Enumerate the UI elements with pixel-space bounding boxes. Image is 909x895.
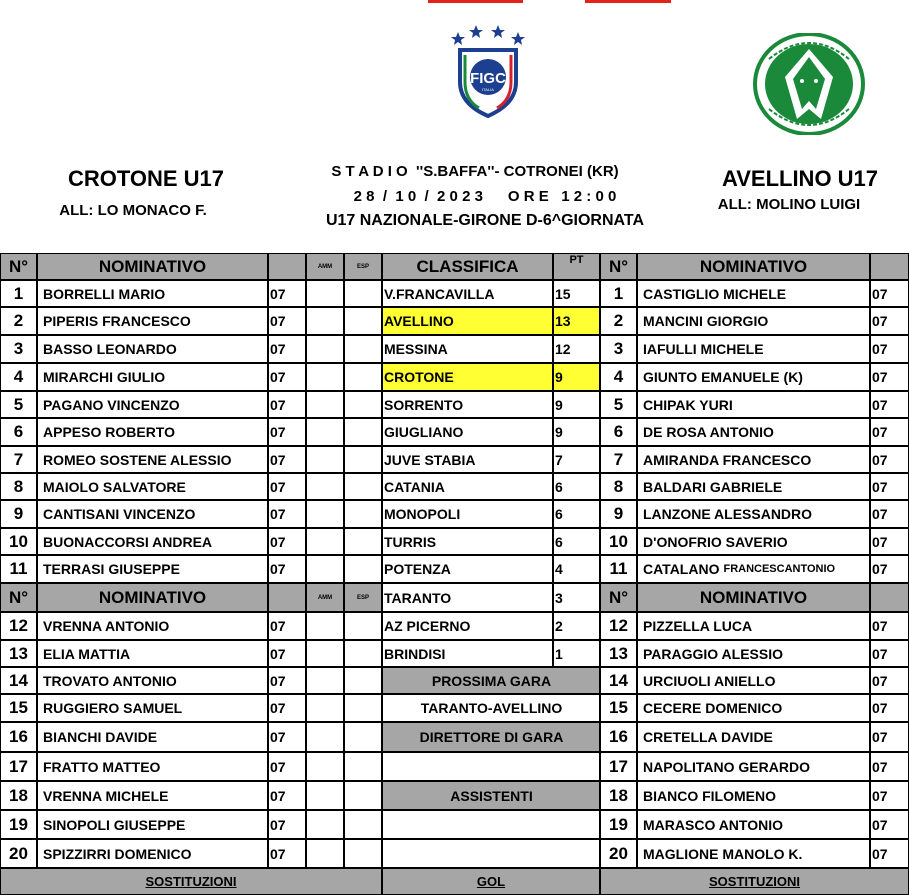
- standing-points: 13: [553, 307, 600, 335]
- standing-team: V.FRANCAVILLA: [382, 280, 553, 307]
- player-rating: 07: [268, 667, 306, 694]
- esp-cell: [344, 640, 382, 667]
- col-header-amm: AMM: [306, 583, 344, 612]
- player-rating: 07: [870, 810, 909, 839]
- player-name-secondary: FRANCESCANTONIO: [723, 563, 836, 575]
- player-number: 20: [0, 839, 37, 868]
- col-header-esp: ESP: [344, 253, 382, 280]
- player-rating: 07: [268, 446, 306, 473]
- amm-cell: [306, 722, 344, 752]
- player-name-text: MANCINI GIORGIO: [643, 313, 769, 329]
- player-rating: 07: [870, 555, 909, 583]
- standing-points: 7: [553, 446, 600, 473]
- standing-team: TARANTO: [382, 583, 553, 612]
- col-header-blank: [870, 583, 909, 612]
- player-name: CRETELLA DAVIDE: [637, 722, 870, 752]
- player-name-text: LANZONE ALESSANDRO: [643, 506, 813, 522]
- player-rating: 07: [870, 752, 909, 781]
- player-number: 13: [600, 640, 637, 667]
- player-name: TROVATO ANTONIO: [37, 667, 268, 694]
- amm-cell: [306, 810, 344, 839]
- player-number: 15: [0, 694, 37, 722]
- col-header-name: NOMINATIVO: [637, 253, 870, 280]
- amm-cell: [306, 667, 344, 694]
- player-number: 9: [0, 500, 37, 528]
- player-name: ELIA MATTIA: [37, 640, 268, 667]
- player-number: 8: [0, 473, 37, 500]
- amm-cell: [306, 280, 344, 307]
- assistants-label: ASSISTENTI: [382, 781, 600, 810]
- col-header-number: N°: [600, 583, 637, 612]
- player-rating: 07: [268, 391, 306, 418]
- goals-header: GOL: [382, 868, 600, 895]
- standing-team: CROTONE: [382, 363, 553, 391]
- esp-cell: [344, 555, 382, 583]
- player-name: SPIZZIRRI DOMENICO: [37, 839, 268, 868]
- player-name: VRENNA ANTONIO: [37, 612, 268, 640]
- away-coach: ALL: MOLINO LUIGI: [717, 196, 861, 213]
- player-rating: 07: [268, 335, 306, 363]
- player-number: 18: [0, 781, 37, 810]
- home-coach: ALL: LO MONACO F.: [59, 202, 207, 219]
- player-rating: 07: [870, 612, 909, 640]
- competition: U17 NAZIONALE-GIRONE D-6^GIORNATA: [325, 212, 645, 229]
- player-rating: 07: [268, 752, 306, 781]
- player-name: [637, 500, 870, 528]
- esp-cell: [344, 612, 382, 640]
- amm-cell: [306, 555, 344, 583]
- player-number: 18: [600, 781, 637, 810]
- top-red-bar-left: [428, 0, 523, 3]
- player-rating: 07: [870, 694, 909, 722]
- player-name: APPESO ROBERTO: [37, 418, 268, 446]
- player-rating: 07: [870, 335, 909, 363]
- player-name: [637, 391, 870, 418]
- player-rating: 07: [268, 418, 306, 446]
- player-name: MIRARCHI GIULIO: [37, 363, 268, 391]
- player-number: 17: [0, 752, 37, 781]
- player-number: 17: [600, 752, 637, 781]
- player-name: PIZZELLA LUCA: [637, 612, 870, 640]
- col-header-name: NOMINATIVO: [637, 583, 870, 612]
- standing-points: 12: [553, 335, 600, 363]
- player-name: NAPOLITANO GERARDO: [637, 752, 870, 781]
- avellino-logo: [753, 33, 865, 135]
- player-name: MAGLIONE MANOLO K.: [637, 839, 870, 868]
- player-rating: 07: [268, 781, 306, 810]
- player-name: [637, 555, 870, 583]
- player-name: PAGANO VINCENZO: [37, 391, 268, 418]
- amm-cell: [306, 612, 344, 640]
- player-number: 1: [0, 280, 37, 307]
- assistant-2-value: [382, 839, 600, 868]
- player-number: 7: [600, 446, 637, 473]
- player-number: 7: [0, 446, 37, 473]
- player-rating: 07: [870, 307, 909, 335]
- match-date-time: 2 8 / 1 0 / 2 0 2 3 O R E 1 2 : 0 0: [353, 188, 617, 205]
- player-rating: 07: [870, 722, 909, 752]
- player-rating: 07: [268, 473, 306, 500]
- player-name-text: CHIPAK YURI: [643, 396, 733, 413]
- player-number: 19: [0, 810, 37, 839]
- esp-cell: [344, 810, 382, 839]
- player-rating: 07: [268, 528, 306, 555]
- player-rating: 07: [268, 722, 306, 752]
- player-number: 10: [0, 528, 37, 555]
- player-number: 6: [0, 418, 37, 446]
- player-rating: 07: [870, 473, 909, 500]
- player-number: 12: [0, 612, 37, 640]
- player-name-text: GIUNTO EMANUELE (K): [643, 369, 803, 385]
- player-rating: 07: [268, 640, 306, 667]
- esp-cell: [344, 446, 382, 473]
- standing-team: JUVE STABIA: [382, 446, 553, 473]
- player-rating: 07: [268, 363, 306, 391]
- player-name: PARAGGIO ALESSIO: [637, 640, 870, 667]
- avellino-wolf-crest-icon: [753, 33, 865, 135]
- player-number: 15: [600, 694, 637, 722]
- player-name: PIPERIS FRANCESCO: [37, 307, 268, 335]
- player-name: [637, 335, 870, 363]
- player-name: BUONACCORSI ANDREA: [37, 528, 268, 555]
- player-number: 13: [0, 640, 37, 667]
- player-name-text: CATALANO: [643, 561, 720, 577]
- amm-cell: [306, 528, 344, 555]
- standing-team: SORRENTO: [382, 391, 553, 418]
- player-name: RUGGIERO SAMUEL: [37, 694, 268, 722]
- player-number: 8: [600, 473, 637, 500]
- col-header-esp: ESP: [344, 583, 382, 612]
- amm-cell: [306, 307, 344, 335]
- player-name: [637, 280, 870, 307]
- player-rating: 07: [870, 640, 909, 667]
- amm-cell: [306, 446, 344, 473]
- esp-cell: [344, 667, 382, 694]
- player-rating: 07: [870, 363, 909, 391]
- player-rating: 07: [268, 555, 306, 583]
- standing-points: 1: [553, 640, 600, 667]
- player-rating: 07: [268, 810, 306, 839]
- player-rating: 07: [268, 280, 306, 307]
- player-number: 2: [0, 307, 37, 335]
- col-header-number: N°: [600, 253, 637, 280]
- amm-cell: [306, 752, 344, 781]
- standing-points: 6: [553, 500, 600, 528]
- player-rating: 07: [268, 500, 306, 528]
- col-header-name: NOMINATIVO: [37, 583, 268, 612]
- player-number: 16: [600, 722, 637, 752]
- player-rating: 07: [268, 307, 306, 335]
- player-number: 6: [600, 418, 637, 446]
- esp-cell: [344, 418, 382, 446]
- esp-cell: [344, 280, 382, 307]
- player-name-text: IAFULLI MICHELE: [643, 341, 764, 357]
- referee-label: DIRETTORE DI GARA: [382, 722, 600, 752]
- player-rating: 07: [870, 528, 909, 555]
- player-name-text: CASTIGLIO MICHELE: [643, 285, 787, 302]
- figc-shield-icon: [446, 22, 530, 122]
- esp-cell: [344, 752, 382, 781]
- standing-team: CATANIA: [382, 473, 553, 500]
- amm-cell: [306, 418, 344, 446]
- standing-team: GIUGLIANO: [382, 418, 553, 446]
- esp-cell: [344, 307, 382, 335]
- player-number: 19: [600, 810, 637, 839]
- amm-cell: [306, 839, 344, 868]
- standing-points: 6: [553, 473, 600, 500]
- amm-cell: [306, 781, 344, 810]
- player-name: [637, 446, 870, 473]
- top-red-bar-right: [585, 0, 671, 3]
- player-name: [637, 418, 870, 446]
- player-name: [637, 528, 870, 555]
- standing-team: AVELLINO: [382, 307, 553, 335]
- standing-points: 15: [553, 280, 600, 307]
- player-name: CANTISANI VINCENZO: [37, 500, 268, 528]
- player-rating: 07: [870, 781, 909, 810]
- esp-cell: [344, 391, 382, 418]
- player-number: 12: [600, 612, 637, 640]
- amm-cell: [306, 335, 344, 363]
- col-header-pt: PT: [553, 253, 600, 280]
- venue: S T A D I O ''S.BAFFA''- COTRONEI (KR): [331, 163, 619, 180]
- away-substitutions-header: SOSTITUZIONI: [600, 868, 909, 895]
- svg-text:FIGC: FIGC: [470, 70, 506, 87]
- col-header-amm: AMM: [306, 253, 344, 280]
- esp-cell: [344, 528, 382, 555]
- player-number: 9: [600, 500, 637, 528]
- player-rating: 07: [870, 280, 909, 307]
- standing-team: TURRIS: [382, 528, 553, 555]
- player-rating: 07: [870, 839, 909, 868]
- standing-team: POTENZA: [382, 555, 553, 583]
- player-rating: 07: [268, 612, 306, 640]
- player-name-text: AMIRANDA FRANCESCO: [643, 451, 812, 468]
- player-number: 1: [600, 280, 637, 307]
- standing-team: MONOPOLI: [382, 500, 553, 528]
- esp-cell: [344, 839, 382, 868]
- col-header-classifica: CLASSIFICA: [382, 253, 553, 280]
- player-number: 4: [0, 363, 37, 391]
- amm-cell: [306, 640, 344, 667]
- player-number: 20: [600, 839, 637, 868]
- player-name: BIANCO FILOMENO: [637, 781, 870, 810]
- player-name: ROMEO SOSTENE ALESSIO: [37, 446, 268, 473]
- col-header-blank: [268, 583, 306, 612]
- standing-points: 9: [553, 418, 600, 446]
- player-name: BIANCHI DAVIDE: [37, 722, 268, 752]
- player-rating: 07: [268, 694, 306, 722]
- player-name: MAIOLO SALVATORE: [37, 473, 268, 500]
- player-number: 3: [600, 335, 637, 363]
- standing-points: 4: [553, 555, 600, 583]
- esp-cell: [344, 473, 382, 500]
- standing-team: MESSINA: [382, 335, 553, 363]
- standing-team: AZ PICERNO: [382, 612, 553, 640]
- player-rating: 07: [870, 667, 909, 694]
- home-team-name: CROTONE U17: [67, 166, 225, 191]
- next-match: TARANTO-AVELLINO: [382, 694, 600, 722]
- esp-cell: [344, 500, 382, 528]
- player-number: 5: [0, 391, 37, 418]
- amm-cell: [306, 391, 344, 418]
- player-number: 10: [600, 528, 637, 555]
- svg-text:ITALIA: ITALIA: [482, 87, 494, 92]
- col-header-number: N°: [0, 253, 37, 280]
- standing-points: 3: [553, 583, 600, 612]
- player-number: 5: [600, 391, 637, 418]
- player-number: 16: [0, 722, 37, 752]
- player-name: TERRASI GIUSEPPE: [37, 555, 268, 583]
- esp-cell: [344, 781, 382, 810]
- player-number: 14: [600, 667, 637, 694]
- away-team-name: AVELLINO U17: [721, 166, 879, 191]
- player-rating: 07: [870, 500, 909, 528]
- col-header-blank: [268, 253, 306, 280]
- player-name: URCIUOLI ANIELLO: [637, 667, 870, 694]
- figc-logo: [446, 22, 530, 122]
- amm-cell: [306, 473, 344, 500]
- esp-cell: [344, 335, 382, 363]
- player-name: BASSO LEONARDO: [37, 335, 268, 363]
- player-number: 4: [600, 363, 637, 391]
- player-name: SINOPOLI GIUSEPPE: [37, 810, 268, 839]
- assistant-1-value: [382, 810, 600, 839]
- player-rating: 07: [870, 418, 909, 446]
- player-number: 14: [0, 667, 37, 694]
- player-name: VRENNA MICHELE: [37, 781, 268, 810]
- amm-cell: [306, 500, 344, 528]
- player-name-text: DE ROSA ANTONIO: [643, 424, 774, 440]
- col-header-blank: [870, 253, 909, 280]
- standing-points: 9: [553, 391, 600, 418]
- standing-points: 6: [553, 528, 600, 555]
- player-name-text: D'ONOFRIO SAVERIO: [643, 533, 788, 550]
- home-substitutions-header: SOSTITUZIONI: [0, 868, 382, 895]
- player-name: CECERE DOMENICO: [637, 694, 870, 722]
- esp-cell: [344, 722, 382, 752]
- player-name: [637, 363, 870, 391]
- col-header-number: N°: [0, 583, 37, 612]
- standing-team: BRINDISI: [382, 640, 553, 667]
- amm-cell: [306, 363, 344, 391]
- esp-cell: [344, 363, 382, 391]
- player-number: 2: [600, 307, 637, 335]
- esp-cell: [344, 694, 382, 722]
- player-name-text: BALDARI GABRIELE: [643, 478, 783, 495]
- player-number: 3: [0, 335, 37, 363]
- player-name: MARASCO ANTONIO: [637, 810, 870, 839]
- standing-points: 2: [553, 612, 600, 640]
- referee-value: [382, 752, 600, 781]
- player-number: 11: [0, 555, 37, 583]
- player-name: BORRELLI MARIO: [37, 280, 268, 307]
- player-rating: 07: [870, 446, 909, 473]
- player-number: 11: [600, 555, 637, 583]
- standing-points: 9: [553, 363, 600, 391]
- col-header-name: NOMINATIVO: [37, 253, 268, 280]
- player-name: FRATTO MATTEO: [37, 752, 268, 781]
- next-match-label: PROSSIMA GARA: [382, 667, 600, 694]
- player-rating: 07: [870, 391, 909, 418]
- amm-cell: [306, 694, 344, 722]
- player-name: [637, 473, 870, 500]
- player-rating: 07: [268, 839, 306, 868]
- player-name: [637, 307, 870, 335]
